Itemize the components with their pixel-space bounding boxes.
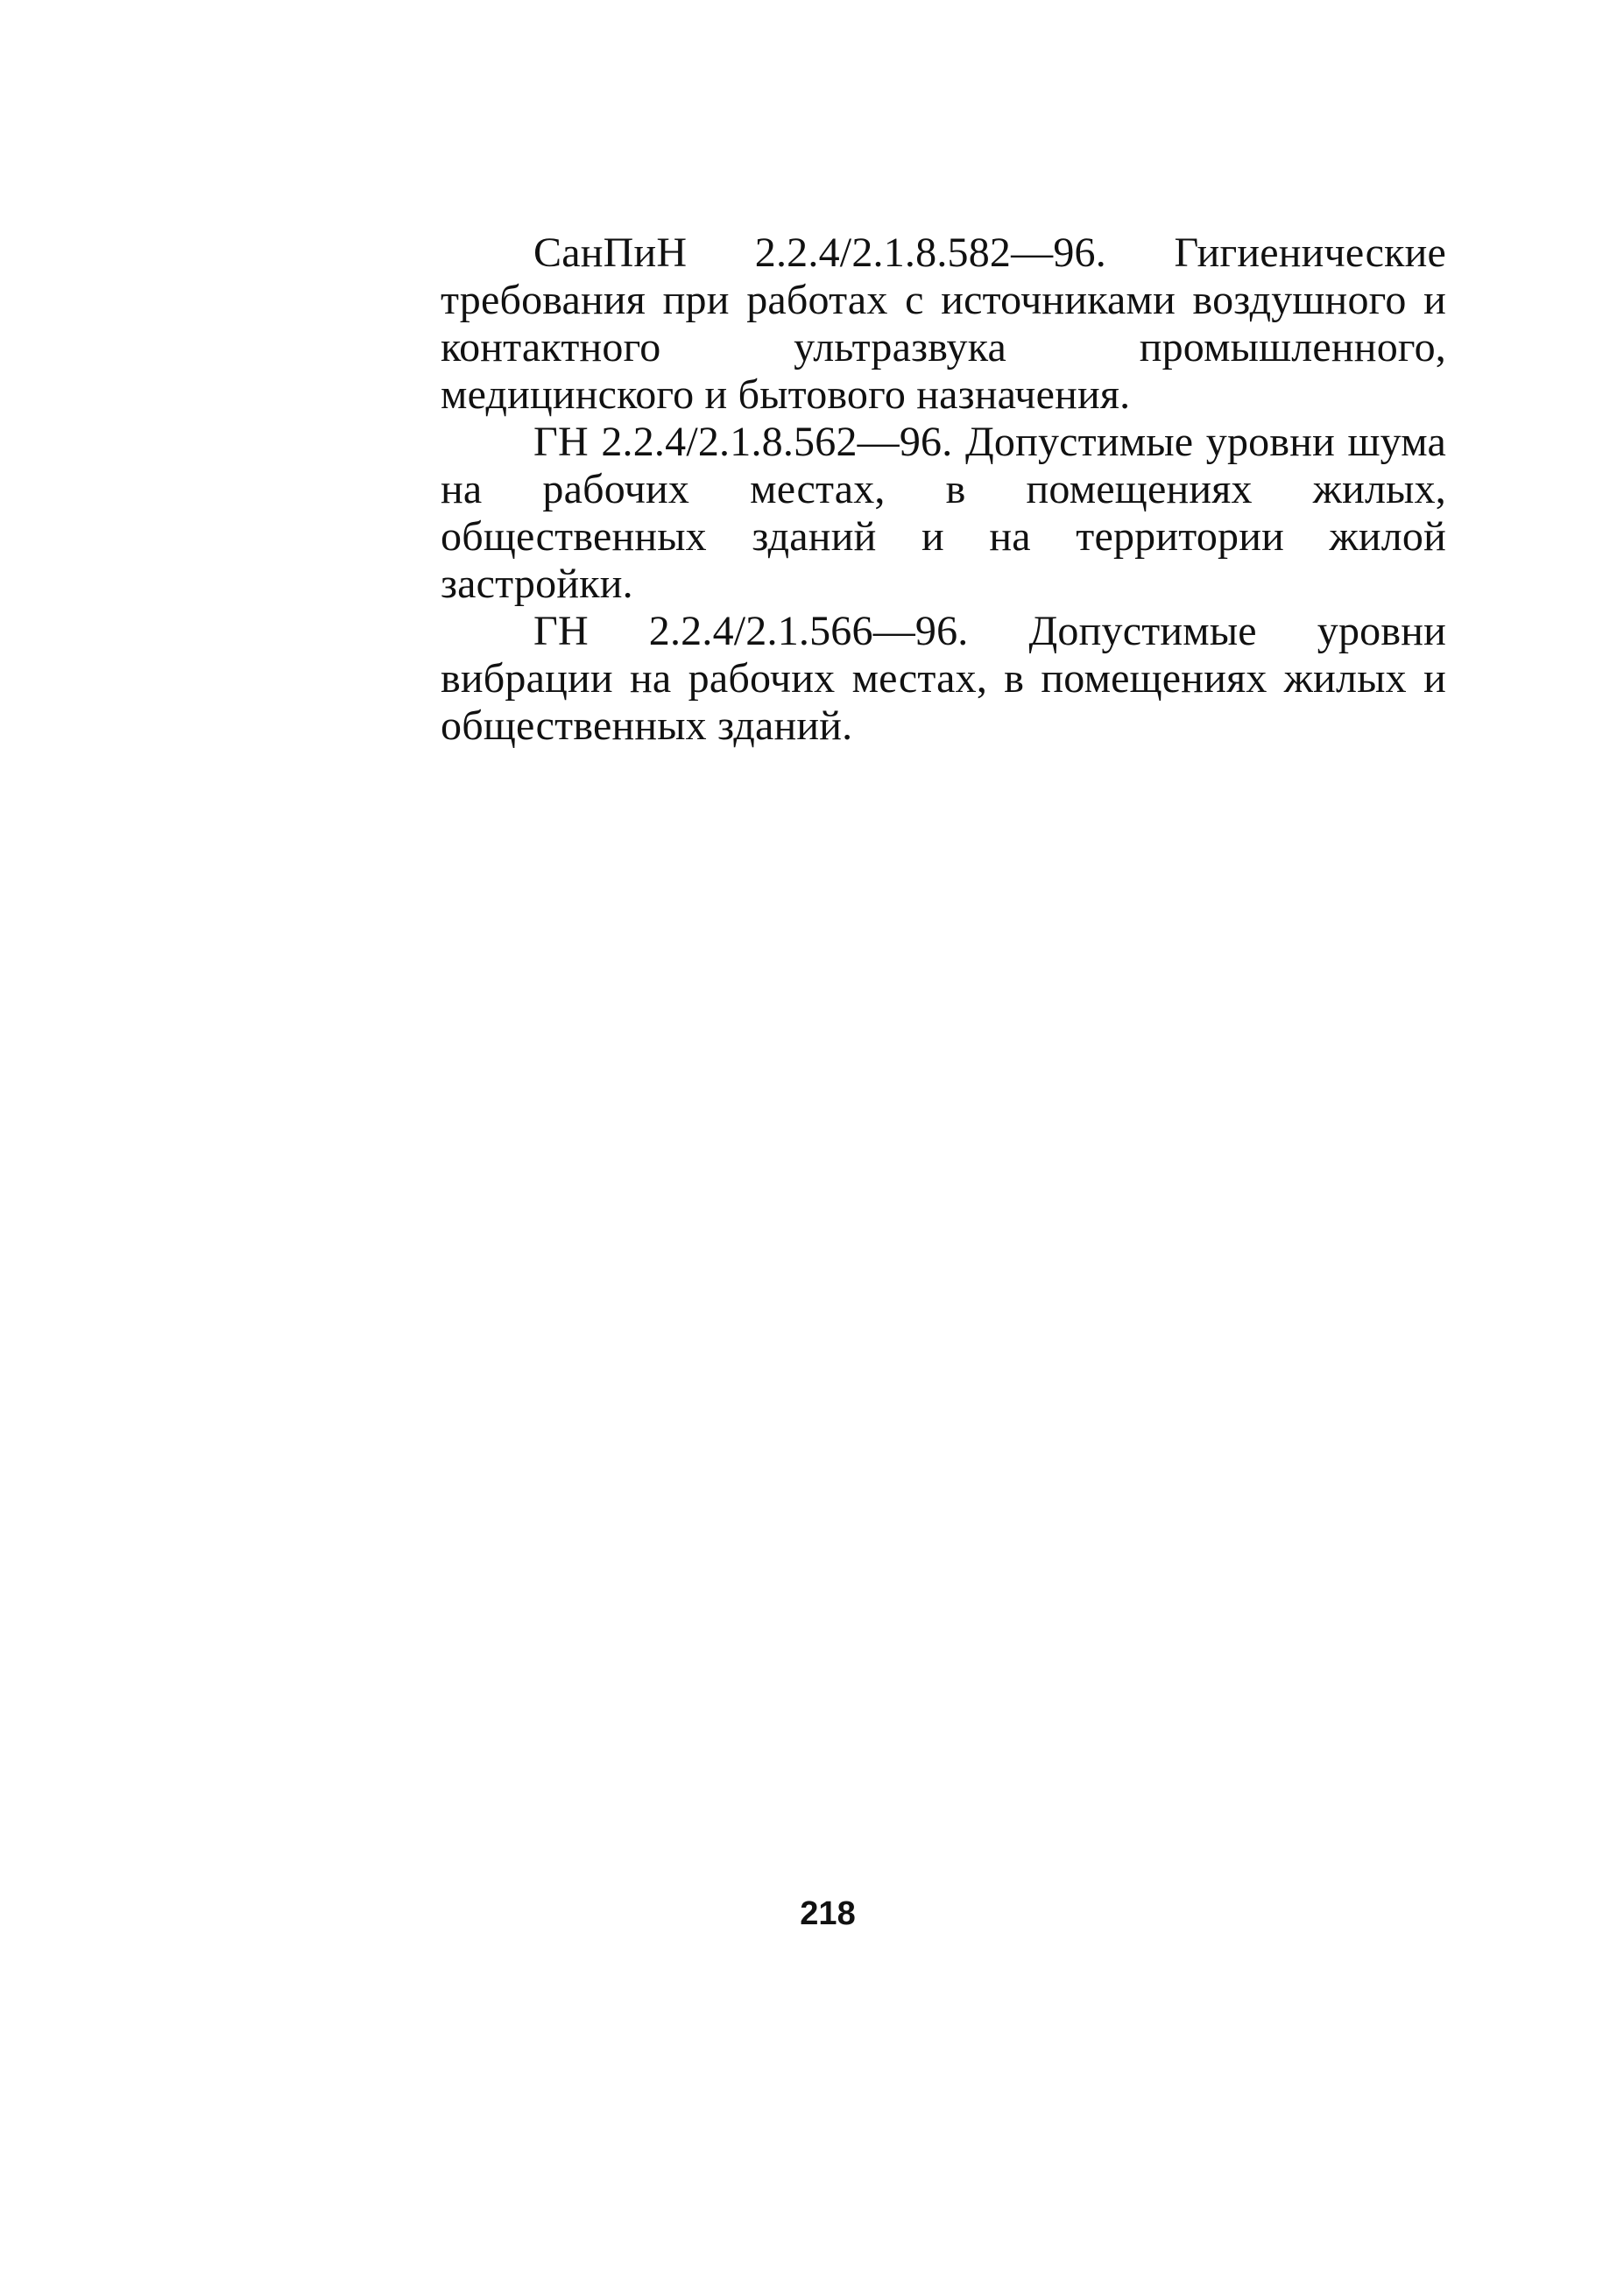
reference-gn-vibration: ГН 2.2.4/2.1.566—96. Допустимые уровни вибрации на рабочих местах, в помещениях жилых и общественных зданий. (441, 608, 1446, 749)
reference-sanpin-ultrasound: СанПиН 2.2.4/2.1.8.582—96. Гигиенические требования при работах с источниками воздушного и контактного ультразвука промышленного, медицинского и бытового назначения. (441, 229, 1446, 418)
reference-gn-noise: ГН 2.2.4/2.1.8.562—96. Допустимые уровни шума на рабочих местах, в помещениях жилых, общественных зданий и на территории жилой застройки. (441, 419, 1446, 607)
page-number: 218 (800, 1895, 856, 1932)
reference-list (441, 229, 1446, 750)
